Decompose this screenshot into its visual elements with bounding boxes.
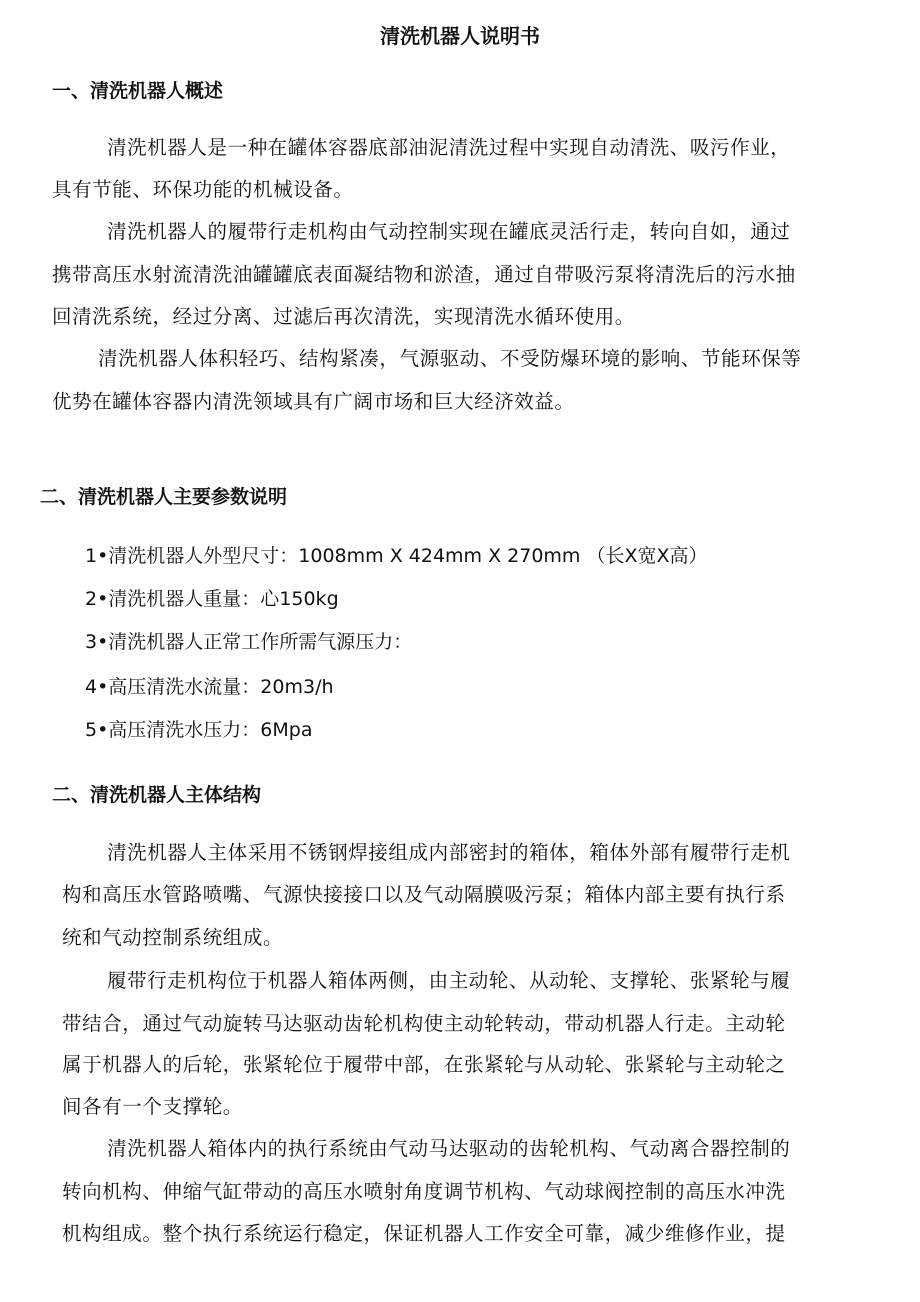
paragraph-line: 清洗机器人的履带行走机构由气动控制实现在罐底灵活行走，转向自如，通过 bbox=[107, 220, 791, 243]
paragraph-line: 带结合，通过气动旋转马达驱动齿轮机构使主动轮转动，带动机器人行走。主动轮 bbox=[62, 1012, 786, 1035]
paragraph-line: 携带高压水射流清洗油罐罐底表面凝结物和淤渣，通过自带吸污泵将清洗后的污水抽 bbox=[52, 263, 796, 286]
paragraph-line: 优势在罐体容器内清洗领域具有广阔市场和巨大经济效益。 bbox=[52, 390, 575, 413]
paragraph-line: 构和高压水管路喷嘴、气源快接接口以及气动隔膜吸污泵；箱体内部主要有执行系 bbox=[62, 883, 786, 906]
parameter-item: 5•高压清洗水压力：6Mpa bbox=[85, 719, 313, 741]
paragraph-line: 转向机构、伸缩气缸带动的高压水喷射角度调节机构、气动球阀控制的高压水冲洗 bbox=[62, 1180, 786, 1203]
paragraph-line: 统和气动控制系统组成。 bbox=[62, 926, 284, 949]
parameter-item: 2•清洗机器人重量：心150kg bbox=[85, 588, 339, 610]
paragraph-line: 属于机器人的后轮，张紧轮位于履带中部，在张紧轮与从动轮、张紧轮与主动轮之 bbox=[62, 1053, 786, 1076]
section-heading-structure: 二、清洗机器人主体结构 bbox=[52, 784, 262, 806]
paragraph-line: 清洗机器人主体采用不锈钢焊接组成内部密封的箱体，箱体外部有履带行走机 bbox=[107, 841, 791, 864]
paragraph-line: 履带行走机构位于机器人箱体两侧，由主动轮、从动轮、支撑轮、张紧轮与履 bbox=[107, 969, 791, 992]
section-heading-overview: 一、清洗机器人概述 bbox=[52, 80, 224, 102]
paragraph-line: 具有节能、环保功能的机械设备。 bbox=[52, 178, 354, 201]
paragraph-line: 机构组成。整个执行系统运行稳定，保证机器人工作安全可靠，减少维修作业，提 bbox=[62, 1222, 786, 1245]
paragraph-line: 回清洗系统，经过分离、过滤后再次清洗，实现清洗水循环使用。 bbox=[52, 305, 635, 328]
parameter-item: 3•清洗机器人正常工作所需气源压力： bbox=[85, 631, 413, 653]
parameter-item: 4•高压清洗水流量：20m3/h bbox=[85, 676, 334, 698]
paragraph-line: 清洗机器人体积轻巧、结构紧凑，气源驱动、不受防爆环境的影响、节能环保等 bbox=[98, 347, 802, 370]
section-heading-parameters: 二、清洗机器人主要参数说明 bbox=[40, 486, 288, 508]
parameter-item: 1•清洗机器人外型尺寸：1008mm X 424mm X 270mm （长X宽X高） bbox=[85, 545, 708, 567]
paragraph-line: 清洗机器人箱体内的执行系统由气动马达驱动的齿轮机构、气动离合器控制的 bbox=[107, 1137, 791, 1160]
paragraph-line: 间各有一个支撑轮。 bbox=[62, 1095, 243, 1118]
document-title: 清洗机器人说明书 bbox=[380, 24, 540, 48]
paragraph-line: 清洗机器人是一种在罐体容器底部油泥清洗过程中实现自动清洗、吸污作业， bbox=[107, 136, 791, 159]
